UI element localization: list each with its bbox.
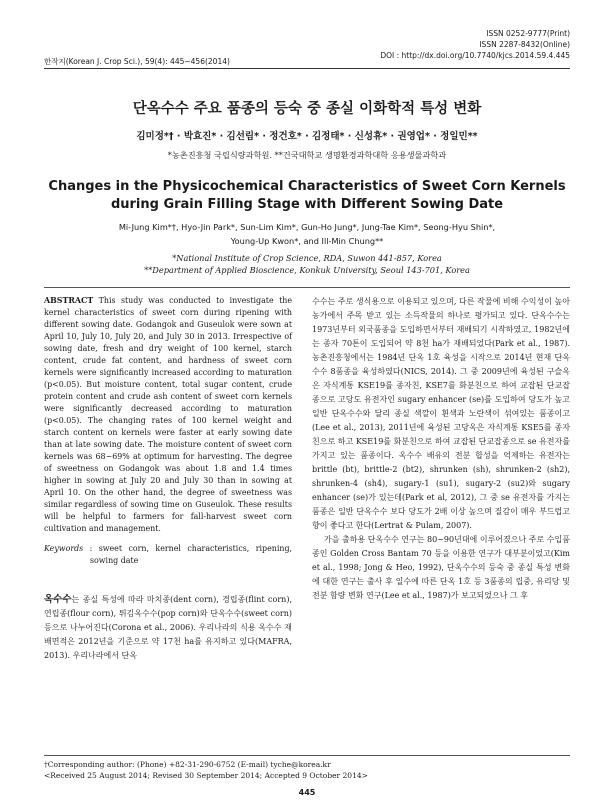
abstract-text: This study was conducted to investigate the kernel characteristics of sweet corn during ripening with different sowing date. Godangok and Guseulok were sown at April 10, July 10, July 20, and July 30 in 2013. Irrespective of sowing date, fresh and dry weight of 100 kernel, starch content, crude fat content, and hardness of sweet corn kernels were significantly increased according to maturation (p<0.05). But moisture content, total sugar content, crude protein content and crude ash content of sweet corn kernels were significantly decreased according to maturation (p<0.05). The changing rates of 100 kernel weight and starch content on kernels were faster at early sowing date than at late sowing date. The moisture content of sweet corn kernels was 68~69% at optimum for harvesting. The degree of sweetness on Godangok was about 1.8 and 1.4 times higher in sowing at July 20 and July 30 than in sowing at April 10. On the other hand, the degree of sweetness was similar regardless of sowing time on Guseulok. These results will be helpful to farmers for fall-harvest sweet corn cultivation and management. [44,296,292,533]
english-authors-line-1: Mi-Jung Kim*†, Hyo-Jin Park*, Sun-Lim Kim*, Gun-Ho Jung*, Jung-Tae Kim*, Seong-Hyu Shin*, [118,222,496,232]
issn-online: ISSN 2287-8432(Online) [479,40,570,49]
english-affiliations [44,252,570,276]
section-rule [44,287,570,288]
received-dates: <Received 25 August 2014; Revised 30 September 2014; Accepted 9 October 2014> [44,771,368,780]
corresponding-author: †Corresponding author: (Phone) +82-31-290-6752 (E-mail) tyche@korea.kr [44,760,331,769]
english-title: Changes in the Physicochemical Characteristics of Sweet Corn Kernels during Grain Filling Stage with Different Sowing Date [48,179,566,212]
footnotes [44,759,368,781]
intro-first-word: 옥수수 [44,594,72,605]
english-authors [60,220,554,248]
header-rule [44,68,570,69]
korean-authors: 김미정*† · 박효진* · 김선림* · 정건호* · 김정태* · 신성휴* · 권영업* · 정일민** [136,131,478,142]
keywords [44,543,292,567]
doi: DOI : http://dx.doi.org/10.7740/kjcs.2014.59.4.445 [380,51,570,60]
journal-citation: 한작지(Korean J. Crop Sci.), 59(4): 445~456(2014) [44,57,230,66]
introduction-start [44,593,292,663]
abstract [44,295,292,535]
korean-title: 단옥수수 주요 품종의 등숙 중 종실 이화학적 특성 변화 [132,101,482,117]
english-affiliation-1: *National Institute of Crop Science, RDA, Suwon 441-857, Korea [172,253,442,263]
korean-affiliations: *농촌진흥청 국립식량과학원. **건국대학교 생명환경과학대학 응용생물과학과 [167,150,447,160]
english-affiliation-2: **Department of Applied Bioscience, Konkuk University, Seoul 143-701, Korea [144,265,470,275]
right-column [312,295,570,603]
footnote-rule [44,755,570,756]
keywords-label: Keywords [44,544,84,553]
issn-print: ISSN 0252-9777(Print) [486,29,570,38]
english-authors-line-2: Young-Up Kwon*, and Ill-Min Chung** [230,236,384,246]
abstract-label: ABSTRACT [44,296,94,305]
right-paragraph-1: 수수는 주로 생식용으로 이용되고 있으며, 다른 작물에 비해 수익성이 높아 농가에서 주목 받고 있는 소득작물의 하나로 평가되고 있다. 단옥수수는 1973년부터 외국품종을 도입하면서부터 재배되기 시작하였고, 1982년에는 종자 70톤이 도입되어 약 8천 ha가 재배되었다(Park et al., 1987). 농촌진흥청에서는 1984년 단옥 1호 육성을 시작으로 2014년 현재 단옥수수 8품종을 육성하였다(NICS, 2014). 그 중 2009년에 육성된 구슬옥은 자식계통 KSE19를 종자친, KSE7를 화분친으로 하여 교잡된 단교잡종으로 고당도 유전자인 sugary enhancer (se)를 도입하여 당도가 높고 일반 단옥수수와 달리 종실 색깔이 흰색과 노란색이 섞여있는 품종이고(Lee et al., 2013), 2011년에 육성된 고당옥은 자식계통 KSE5를 종자친으로 하고 KSE19를 화분친으로 하여 교잡된 단교잡종으로 se 유전자를 가지고 있는 품종이다. 옥수수 배유의 전분 합성을 억제하는 유전자는 brittle (bt), brittle-2 (bt2), shrunken (sh), shrunken-2 (sh2), shrunken-4 (sh4), sugary-1 (su1), sugary-2 (su2)와 sugary enhancer (se)가 있는데(Park et al, 2012), 그 중 se 유전자를 가지는 품종은 일반 단옥수수 보다 당도가 2배 이상 높으며 질감이 매우 부드럽고 향이 좋다고 한다(Lertrat & Pulam, 2007). [312,297,570,530]
left-column [44,295,292,663]
intro-text: 는 종실 특성에 따라 마치종(dent corn), 경립종(flint corn), 연립종(flour corn), 튀김옥수수(pop corn)와 단옥수수(sweet corn) 등으로 나누어진다(Corona et al., 2006). 우리나라의 식용 옥수수 재배면적은 2012년을 기준으로 약 17천 ha를 유지하고 있다(MAFRA, 2013). 우리나라에서 단옥 [44,595,292,660]
right-paragraph-2: 가을 출하용 단옥수수 연구는 80~90년대에 이루어졌으나 주로 수입품종인 Golden Cross Bantam 70 등을 이용한 연구가 대부분이었고(Kim et al., 1998; Jong & Heo, 1992), 단옥수수의 등숙 중 종실 특성 변화에 대한 연구는 출사 후 일수에 따른 단옥 1호 등 3품종의 립중, 유리당 및 전분 함량 변화 연구(Lee et al., 1987)가 보고되었으나 그 후 [312,535,570,600]
keywords-text: : sweet corn, kernel characteristics, ripening, sowing date [89,544,292,565]
issn-doi-block [330,28,570,61]
page-number: 445 [298,788,316,797]
